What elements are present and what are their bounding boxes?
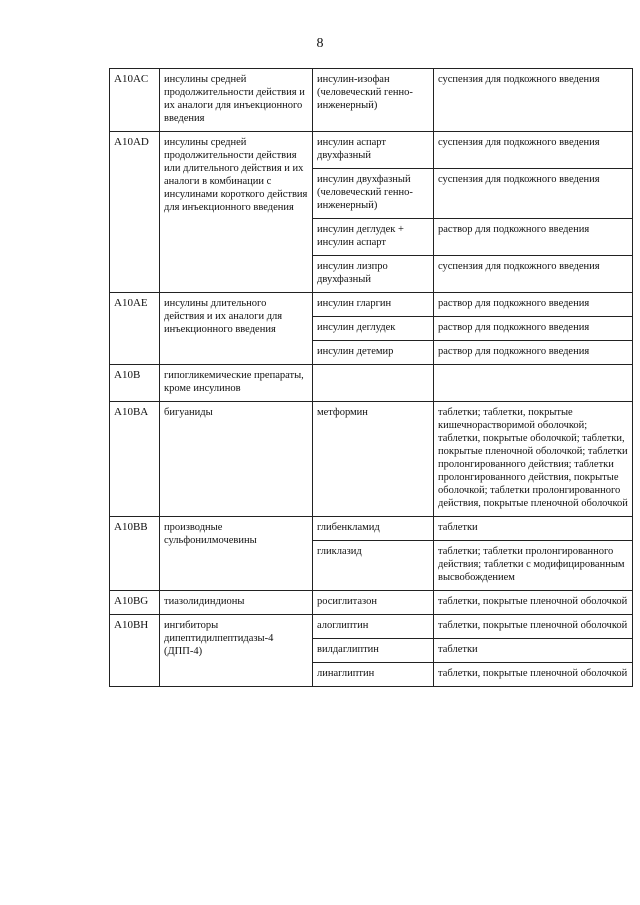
drug-name-cell: алоглиптин (313, 615, 434, 639)
atc-code-cell: A10AE (110, 293, 160, 365)
table-row (110, 365, 633, 402)
table-body (110, 69, 633, 687)
drug-name-cell: инсулин лизпро двухфазный (313, 256, 434, 293)
dosage-form-cell: суспензия для подкожного введения (434, 169, 633, 219)
group-name-cell: ингибиторы дипептидилпептидазы-4 (ДПП-4) (160, 615, 313, 687)
dosage-form-cell: раствор для подкожного введения (434, 317, 633, 341)
drug-name-cell: инсулин аспарт двухфазный (313, 132, 434, 169)
drug-name-cell: инсулин гларгин (313, 293, 434, 317)
dosage-form-cell: таблетки, покрытые пленочной оболочкой (434, 591, 633, 615)
drug-name-cell: росиглитазон (313, 591, 434, 615)
table-row (110, 293, 633, 317)
dosage-form-cell: раствор для подкожного введения (434, 293, 633, 317)
group-name-cell: инсулины средней продолжительности действия и их аналоги для инъекционного введения (160, 69, 313, 132)
dosage-form-cell (434, 365, 633, 402)
table-row (110, 591, 633, 615)
atc-code-cell: A10BA (110, 402, 160, 517)
table-row (110, 69, 633, 132)
table-row (110, 615, 633, 639)
dosage-form-cell: таблетки (434, 639, 633, 663)
drug-name-cell: инсулин-изофан (человеческий генно-инженерный) (313, 69, 434, 132)
dosage-form-cell: таблетки; таблетки пролонгированного действия; таблетки с модифицированным высвобождением (434, 541, 633, 591)
drug-name-cell: инсулин деглудек + инсулин аспарт (313, 219, 434, 256)
dosage-form-cell: суспензия для подкожного введения (434, 256, 633, 293)
dosage-form-cell: раствор для подкожного введения (434, 341, 633, 365)
drug-name-cell: линаглиптин (313, 663, 434, 687)
drug-name-cell: вилдаглиптин (313, 639, 434, 663)
atc-code-cell: A10B (110, 365, 160, 402)
atc-code-cell: A10BB (110, 517, 160, 591)
drug-name-cell: гликлазид (313, 541, 434, 591)
atc-code-cell: A10AC (110, 69, 160, 132)
group-name-cell: гипогликемические препараты, кроме инсулинов (160, 365, 313, 402)
drug-name-cell: инсулин деглудек (313, 317, 434, 341)
dosage-form-cell: таблетки, покрытые пленочной оболочкой (434, 615, 633, 639)
table-row (110, 402, 633, 517)
table-row (110, 132, 633, 169)
drug-name-cell (313, 365, 434, 402)
dosage-form-cell: таблетки, покрытые пленочной оболочкой (434, 663, 633, 687)
group-name-cell: тиазолидиндионы (160, 591, 313, 615)
dosage-form-cell: суспензия для подкожного введения (434, 69, 633, 132)
table-row (110, 517, 633, 541)
dosage-form-cell: таблетки; таблетки, покрытые кишечнорастворимой оболочкой; таблетки, покрытые оболочкой; таблетки, покрытые пленочной оболочкой; таблетки пролонгированного действия; таблетки пролонгированного действия, покрытые оболочкой; таблетки пролонгированного действия, покрытые пленочной оболочкой (434, 402, 633, 517)
atc-code-cell: A10BG (110, 591, 160, 615)
drug-name-cell: инсулин детемир (313, 341, 434, 365)
dosage-form-cell: суспензия для подкожного введения (434, 132, 633, 169)
atc-code-cell: A10BH (110, 615, 160, 687)
page-number: 8 (316, 36, 324, 51)
drug-name-cell: метформин (313, 402, 434, 517)
drug-name-cell: глибенкламид (313, 517, 434, 541)
group-name-cell: инсулины длительного действия и их аналоги для инъекционного введения (160, 293, 313, 365)
group-name-cell: бигуаниды (160, 402, 313, 517)
drug-classification-table (109, 68, 633, 687)
group-name-cell: производные сульфонилмочевины (160, 517, 313, 591)
dosage-form-cell: раствор для подкожного введения (434, 219, 633, 256)
drug-name-cell: инсулин двухфазный (человеческий генно-инженерный) (313, 169, 434, 219)
atc-code-cell: A10AD (110, 132, 160, 293)
group-name-cell: инсулины средней продолжительности действия или длительного действия и их аналоги в комбинации с инсулинами короткого действия для инъекционного введения (160, 132, 313, 293)
dosage-form-cell: таблетки (434, 517, 633, 541)
